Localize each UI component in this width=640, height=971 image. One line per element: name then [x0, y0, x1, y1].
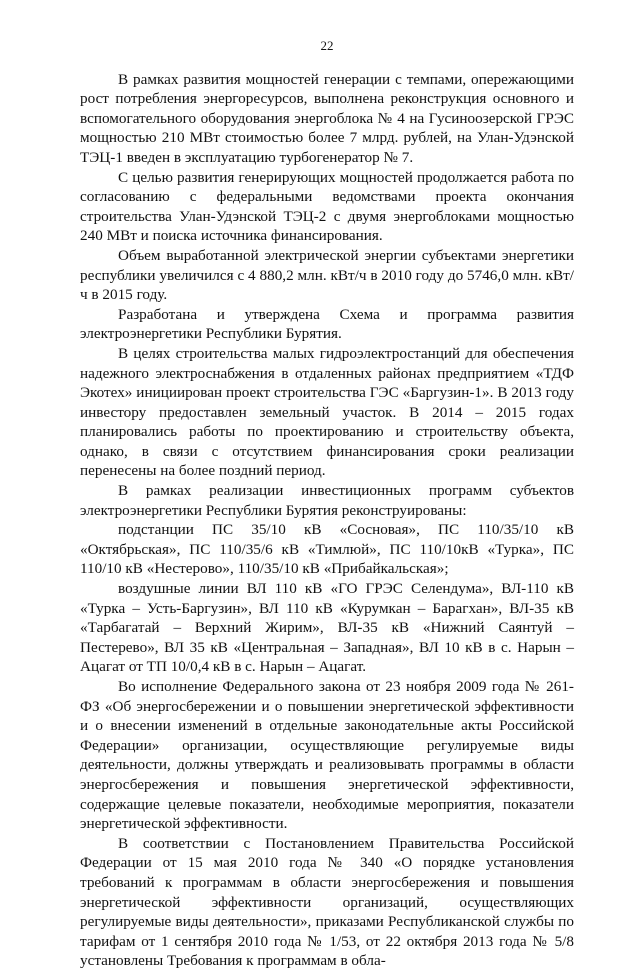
paragraph: подстанции ПС 35/10 кВ «Сосновая», ПС 110/35/10 кВ «Октябрьская», ПС 110/35/6 кВ «Тимлюй», ПС 110/10кВ «Турка», ПС 110/10 кВ «Нестерово», 110/35/10 кВ «Прибайкальская»;: [80, 521, 574, 578]
paragraph: Разработана и утверждена Схема и программа развития электроэнергетики Республики Бурятия.: [80, 305, 574, 343]
paragraph: воздушные линии ВЛ 110 кВ «ГО ГРЭС Селендума», ВЛ-110 кВ «Турка – Усть-Баргузин», ВЛ 110 кВ «Курумкан – Барагхан», ВЛ-35 кВ «Тарбагатай – Верхний Жирим», ВЛ-35 кВ «Нижний Саянтуй – Пестерево», ВЛ 35 кВ «Центральная – Западная», ВЛ 10 кВ в с. Нарын – Ацагат от ТП 10/0,4 кВ в с. Нарын – Ацагат.: [80, 580, 574, 676]
paragraph: В целях строительства малых гидроэлектростанций для обеспечения надежного электроснабжения в отдаленных районах предприятием «ТДФ Экотех» инициирован проект строительства ГЭС «Баргузин-1». В 2013 году инвестору предоставлен земельный участок. В 2014 – 2015 годах планировались работы по проектированию и строительству объекта, однако, в связи с отсутствием финансирования сроки реализации перенесены на более поздний период.: [80, 344, 574, 480]
paragraph: В рамках развития мощностей генерации с темпами, опережающими рост потребления энергоресурсов, выполнена реконструкция основного и вспомогательного оборудования энергоблока № 4 на Гусиноозерской ГРЭС мощностью 210 МВт стоимостью более 7 млрд. рублей, на Улан-Удэнской ТЭЦ-1 введен в эксплуатацию турбогенератор № 7.: [80, 70, 574, 166]
paragraph: В рамках реализации инвестиционных программ субъектов электроэнергетики Республики Бурятия реконструированы:: [80, 482, 574, 519]
paragraph: Объем выработанной электрической энергии субъектами энергетики республики увеличился с 4 880,2 млн. кВт/ч в 2010 году до 5746,0 млн. кВт/ч в 2015 году.: [80, 246, 574, 304]
paragraph: Во исполнение Федерального закона от 23 ноября 2009 года № 261-ФЗ «Об энергосбережении и о повышении энергетической эффективности и о внесении изменений в отдельные законодательные акты Российской Федерации» организации, осуществляющие регулируемые виды деятельности, должны утверждать и реализовывать программы в области энергосбережения и повышения энергетической эффективности, содержащие целевые показатели, необходимые мероприятия, показатели энергетической эффективности.: [80, 678, 574, 833]
paragraph: С целью развития генерирующих мощностей продолжается работа по согласованию с федеральными ведомствами проекта окончания строительства Улан-Удэнской ТЭЦ-2 с двумя энергоблоками мощностью 240 МВт и поиска источника финансирования.: [80, 168, 574, 245]
paragraph: В соответствии с Постановлением Правительства Российской Федерации от 15 мая 2010 года № 340 «О порядке установления требований к программам в области энергосбережения и повышения энергетической эффективности организаций, осуществляющих регулируемые виды деятельности», приказами Республиканской службы по тарифам от 1 сентября 2010 года № 1/53, от 22 октября 2013 года № 5/8 установлены Требования к программам в обла-: [80, 834, 574, 970]
page-number: 22: [320, 38, 334, 53]
